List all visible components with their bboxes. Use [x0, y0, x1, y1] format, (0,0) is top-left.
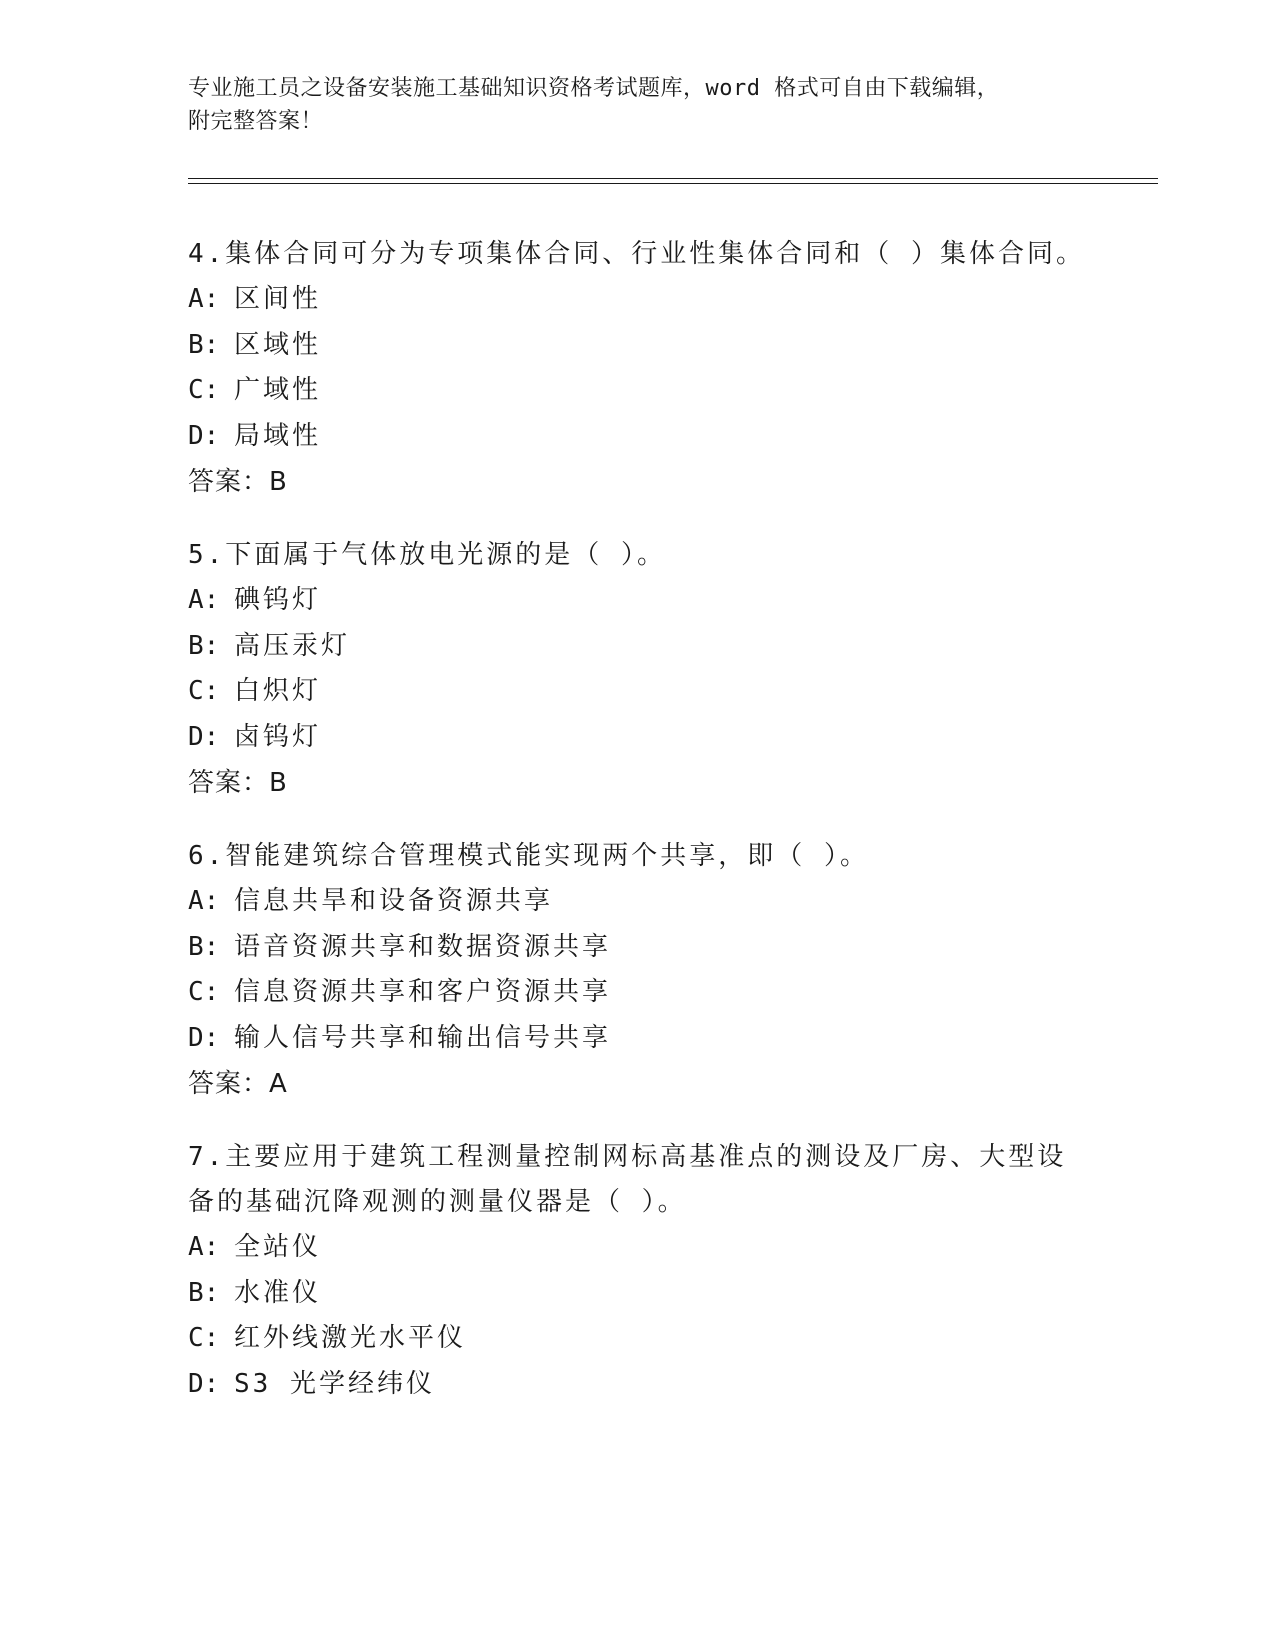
option-a: [188, 578, 1088, 624]
option-text: 碘钨灯: [234, 585, 322, 615]
answer-line: 答案：B: [188, 467, 288, 497]
option-a: [188, 277, 1088, 323]
option-letter: D:: [188, 1022, 220, 1053]
option-a: [188, 879, 1088, 925]
header-divider-top: [188, 178, 1158, 179]
option-letter: A:: [188, 886, 220, 916]
header-line-2: 附完整答案！: [188, 109, 324, 134]
document-header: [188, 72, 1068, 138]
option-letter: B:: [188, 630, 220, 661]
question-6: [188, 834, 1088, 1107]
question-stem: 6.智能建筑综合管理模式能实现两个共享，即（ ）。: [188, 841, 869, 871]
question-4: [188, 232, 1088, 505]
option-d: [188, 414, 1088, 460]
option-letter: C:: [188, 375, 220, 405]
option-text: 全站仪: [234, 1232, 322, 1262]
option-letter: C:: [188, 1323, 220, 1353]
option-letter: A:: [188, 284, 220, 314]
option-b: [188, 1271, 1088, 1317]
option-c: [188, 1316, 1088, 1362]
answer-line: 答案：A: [188, 1069, 288, 1099]
option-text: S3 光学经纬仪: [234, 1368, 435, 1399]
option-b: [188, 925, 1088, 971]
option-text: 白炽灯: [234, 676, 322, 706]
option-letter: D:: [188, 1368, 220, 1399]
option-letter: D:: [188, 420, 220, 451]
header-line-1: 专业施工员之设备安装施工基础知识资格考试题库，word 格式可自由下载编辑，: [188, 76, 1000, 101]
option-text: 信息资源共享和客户资源共享: [234, 977, 612, 1007]
option-text: 水准仪: [234, 1277, 322, 1308]
option-text: 信息共旱和设备资源共享: [234, 886, 554, 916]
option-text: 广域性: [234, 375, 322, 405]
option-letter: B:: [188, 1277, 220, 1308]
option-d: [188, 1362, 1088, 1408]
option-text: 局域性: [234, 420, 322, 451]
option-letter: A:: [188, 1232, 220, 1262]
option-b: [188, 323, 1088, 369]
option-text: 高压汞灯: [234, 630, 351, 661]
option-letter: A:: [188, 585, 220, 615]
header-divider-bottom: [188, 183, 1158, 184]
question-stem: 4.集体合同可分为专项集体合同、行业性集体合同和（ ）集体合同。: [188, 239, 1085, 269]
option-text: 语音资源共享和数据资源共享: [234, 931, 612, 962]
option-d: [188, 715, 1088, 761]
question-stem: 5.下面属于气体放电光源的是（ ）。: [188, 540, 666, 570]
option-letter: B:: [188, 329, 220, 360]
option-b: [188, 624, 1088, 670]
option-text: 区间性: [234, 284, 322, 314]
question-list: [188, 232, 1088, 1435]
question-5: [188, 533, 1088, 806]
option-d: [188, 1016, 1088, 1062]
option-letter: B:: [188, 931, 220, 962]
option-letter: C:: [188, 676, 220, 706]
option-c: [188, 368, 1088, 414]
question-7: [188, 1135, 1088, 1407]
option-letter: C:: [188, 977, 220, 1007]
option-letter: D:: [188, 721, 220, 752]
option-text: 输人信号共享和输出信号共享: [234, 1022, 612, 1053]
option-c: [188, 970, 1088, 1016]
option-text: 区域性: [234, 329, 322, 360]
option-text: 卤钨灯: [234, 721, 322, 752]
option-a: [188, 1225, 1088, 1271]
question-stem-line-2: 备的基础沉降观测的测量仪器是（ ）。: [188, 1187, 687, 1217]
answer-line: 答案：B: [188, 768, 288, 798]
option-text: 红外线激光水平仪: [234, 1323, 467, 1353]
question-stem-line-1: 7.主要应用于建筑工程测量控制网标高基准点的测设及厂房、大型设: [188, 1142, 1067, 1172]
option-c: [188, 669, 1088, 715]
